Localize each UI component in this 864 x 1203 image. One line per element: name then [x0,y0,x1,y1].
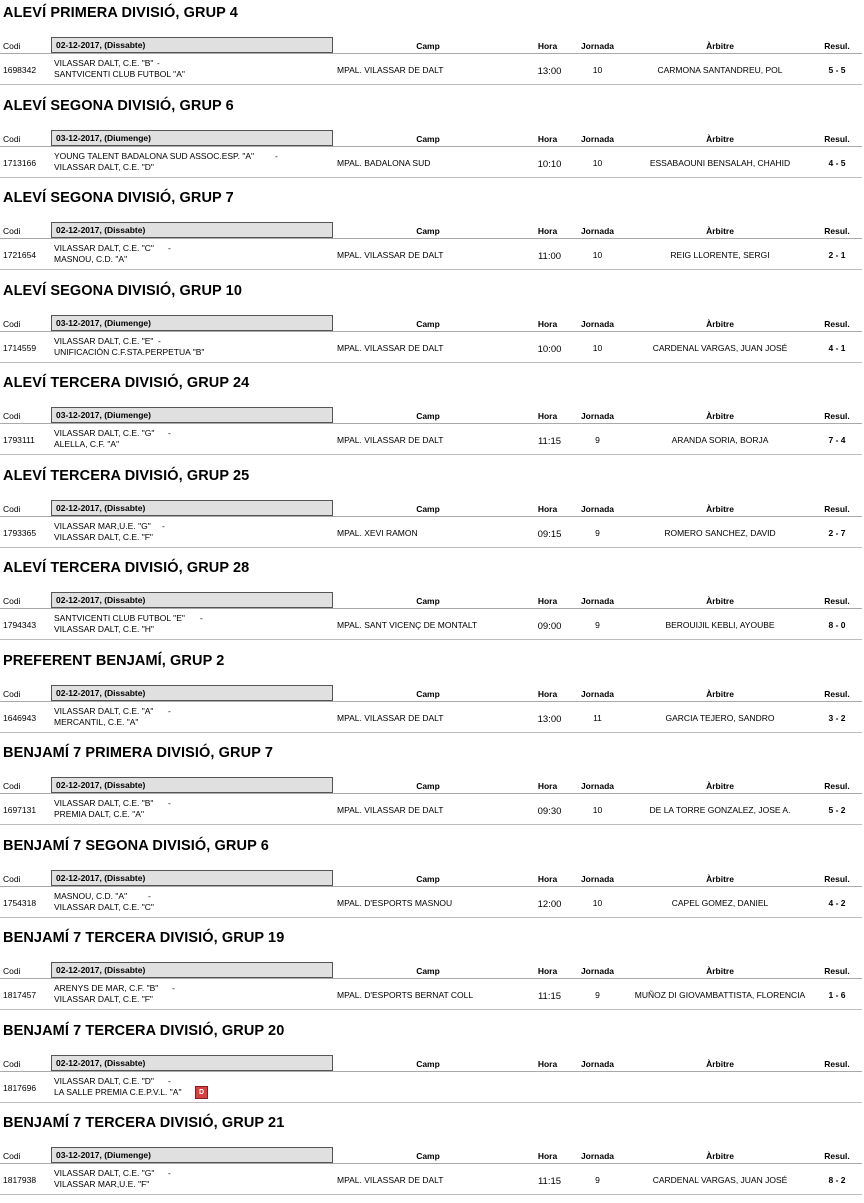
matchday: 10 [592,250,603,260]
table-row [0,609,862,640]
referee: REIG LLORENTE, SERGI [670,250,770,260]
away-team: MASNOU, C.D. "A" [54,254,128,264]
home-team: VILASSAR DALT, C.E. "G" [54,1168,155,1178]
column-header-row [0,315,862,332]
team-separator: - [168,798,171,808]
competition-title: BENJAMÍ 7 TERCERA DIVISIÓ, GRUP 20 [3,1022,285,1039]
result: 8 - 0 [828,620,846,630]
header-arbitre: Àrbitre [706,411,734,421]
match-code: 1697131 [3,805,37,815]
away-team: UNIFICACIÓN C.F.STA.PERPETUA "B" [54,346,205,357]
competition-title: ALEVÍ SEGONA DIVISIÓ, GRUP 10 [3,282,242,299]
venue: MPAL. VILASSAR DE DALT [337,250,444,260]
match-code: 1721654 [3,250,37,260]
header-resultat: Resul. [824,503,850,514]
kickoff-time: 11:15 [537,991,562,1002]
competition-section [0,1110,864,1203]
referee: GARCIA TEJERO, SANDRO [665,712,775,723]
match-date: 02-12-2017, (Dissabte) [51,592,333,608]
competition-section [0,555,864,648]
competition-section [0,0,864,93]
column-header-row [0,1147,862,1164]
home-team: VILASSAR DALT, C.E. "A" [54,705,154,716]
header-hora: Hora [537,1151,558,1161]
home-team: SANTVICENTI CLUB FUTBOL "E" [54,613,185,623]
kickoff-time: 11:15 [537,436,562,447]
header-arbitre: Àrbitre [706,41,734,51]
header-resultat: Resul. [824,873,850,884]
header-hora: Hora [537,226,558,236]
result: 2 - 1 [828,250,846,260]
away-team: VILASSAR MAR,U.E. "F" [54,1179,150,1189]
result: 8 - 2 [828,1175,846,1185]
match-code: 1794343 [3,620,37,630]
header-codi: Codi [3,873,21,884]
header-codi: Codi [3,1151,21,1161]
matchday: 10 [592,157,603,168]
header-arbitre: Àrbitre [706,226,734,236]
result: 4 - 1 [828,342,846,353]
table-row [0,1072,862,1103]
header-camp: Camp [416,411,440,421]
match-code: 1714559 [3,342,37,353]
match-date: 02-12-2017, (Dissabte) [51,222,333,238]
table-row [0,1164,862,1195]
column-header-row [0,685,862,702]
match-code: 1817938 [3,1175,37,1185]
header-arbitre: Àrbitre [706,133,734,144]
header-resultat: Resul. [824,318,850,329]
match-code: 1754318 [3,897,37,908]
home-team: YOUNG TALENT BADALONA SUD ASSOC.ESP. "A" [54,150,255,161]
table-row [0,147,862,178]
team-separator: - [157,58,160,68]
header-camp: Camp [416,688,440,699]
venue: MPAL. VILASSAR DE DALT [337,805,444,815]
column-header-row [0,777,862,794]
team-separator: - [168,1168,171,1178]
home-team: VILASSAR DALT, C.E. "B" [54,58,154,68]
away-team: VILASSAR DALT, C.E. "D" [54,161,154,172]
header-hora: Hora [537,688,558,699]
column-header-row [0,222,862,239]
match-code: 1817457 [3,990,37,1000]
competition-section [0,278,864,371]
header-camp: Camp [416,226,440,236]
home-team: VILASSAR DALT, C.E. "D" [54,1075,154,1086]
header-jornada: Jornada [580,1151,615,1161]
result: 5 - 2 [828,805,846,815]
match-date: 03-12-2017, (Diumenge) [51,315,333,331]
referee: ESSABAOUNI BENSALAH, CHAHID [649,157,791,168]
header-resultat: Resul. [824,411,850,421]
matchday: 9 [595,620,600,630]
table-row [0,702,862,733]
header-arbitre: Àrbitre [706,781,734,791]
header-codi: Codi [3,318,21,329]
column-header-row [0,130,862,147]
match-date: 02-12-2017, (Dissabte) [51,685,333,701]
competition-section [0,185,864,278]
table-row [0,517,862,548]
match-date: 02-12-2017, (Dissabte) [51,1055,333,1071]
competition-section [0,370,864,463]
header-jornada: Jornada [580,503,615,514]
result: 1 - 6 [828,990,846,1000]
column-header-row [0,592,862,609]
header-arbitre: Àrbitre [706,1058,734,1069]
referee: CARMONA SANTANDREU, POL [657,65,783,75]
referee: DE LA TORRE GONZALEZ, JOSE A. [649,805,791,815]
header-arbitre: Àrbitre [706,318,734,329]
matchday: 10 [592,65,603,75]
matchday: 9 [595,1175,600,1185]
result: 4 - 5 [828,157,846,168]
header-jornada: Jornada [580,226,615,236]
venue: MPAL. VILASSAR DE DALT [337,65,444,75]
header-jornada: Jornada [580,411,615,421]
header-jornada: Jornada [580,688,615,699]
match-code: 1646943 [3,712,37,723]
away-team: VILASSAR DALT, C.E. "F" [54,994,153,1004]
kickoff-time: 12:00 [537,898,562,910]
venue: MPAL. D'ESPORTS MASNOU [337,897,453,908]
venue: MPAL. VILASSAR DE DALT [337,342,444,353]
team-separator: - [158,335,161,346]
competition-title: BENJAMÍ 7 TERCERA DIVISIÓ, GRUP 21 [3,1115,285,1131]
header-arbitre: Àrbitre [706,873,734,884]
match-date: 03-12-2017, (Diumenge) [51,407,333,423]
competition-section [0,925,864,1018]
header-resultat: Resul. [824,1151,850,1161]
header-hora: Hora [537,873,558,884]
referee: ARANDA SORIA, BORJA [671,435,769,445]
team-separator: - [168,705,171,716]
kickoff-time: 11:15 [537,1176,562,1187]
header-camp: Camp [416,596,440,606]
match-code: 1793365 [3,527,37,538]
competition-title: ALEVÍ TERCERA DIVISIÓ, GRUP 24 [3,375,250,391]
header-hora: Hora [537,966,558,976]
header-jornada: Jornada [580,318,615,329]
home-team: MASNOU, C.D. "A" [54,890,128,901]
competition-title: BENJAMÍ 7 TERCERA DIVISIÓ, GRUP 19 [3,930,285,946]
header-resultat: Resul. [824,226,850,236]
away-team: LA SALLE PREMIA C.E.P.V.L. "A" [54,1086,182,1097]
competition-section [0,93,864,186]
header-hora: Hora [537,318,558,329]
competition-section [0,463,864,556]
matchday: 10 [592,342,603,353]
referee: ROMERO SANCHEZ, DAVID [664,527,776,538]
competition-title: ALEVÍ TERCERA DIVISIÓ, GRUP 25 [3,467,250,484]
table-row [0,332,862,363]
column-header-row [0,407,862,424]
venue: MPAL. BADALONA SUD [337,157,431,168]
table-row [0,54,862,85]
competition-title: BENJAMÍ 7 PRIMERA DIVISIÓ, GRUP 7 [3,745,273,761]
kickoff-time: 13:00 [537,66,562,77]
table-row [0,239,862,270]
header-codi: Codi [3,503,21,514]
matchday: 11 [593,712,602,723]
header-hora: Hora [537,41,558,51]
team-separator: - [162,520,165,531]
away-team: SANTVICENTI CLUB FUTBOL "A" [54,69,185,79]
result: 5 - 5 [828,65,846,75]
matchday: 10 [592,897,603,908]
competition-section [0,740,864,833]
header-arbitre: Àrbitre [706,1151,734,1161]
match-code: 1793111 [3,435,35,445]
team-separator: - [168,243,171,253]
kickoff-time: 09:00 [537,621,562,632]
header-arbitre: Àrbitre [706,596,734,606]
home-team: ARENYS DE MAR, C.F. "B" [54,983,159,993]
matchday: 9 [595,435,600,445]
header-jornada: Jornada [580,781,615,791]
referee: BEROUIJIL KEBLI, AYOUBE [665,620,775,630]
header-jornada: Jornada [580,966,615,976]
table-row [0,887,862,918]
referee: CAPEL GOMEZ, DANIEL [671,897,769,908]
kickoff-time: 09:15 [537,528,562,540]
kickoff-time: 11:00 [537,251,562,262]
competition-title: PREFERENT BENJAMÍ, GRUP 2 [3,652,225,669]
header-resultat: Resul. [824,1058,850,1069]
competition-title: BENJAMÍ 7 SEGONA DIVISIÓ, GRUP 6 [3,837,269,854]
header-hora: Hora [537,411,558,421]
team-separator: - [148,890,151,901]
header-hora: Hora [537,133,558,144]
header-camp: Camp [416,781,440,791]
result: 7 - 4 [828,435,846,445]
matchday: 9 [595,990,600,1000]
team-separator: - [275,150,278,161]
match-code: 1713166 [3,157,37,168]
venue: MPAL. VILASSAR DE DALT [337,435,444,445]
competition-title: ALEVÍ PRIMERA DIVISIÓ, GRUP 4 [3,5,238,21]
header-arbitre: Àrbitre [706,503,734,514]
header-codi: Codi [3,596,21,606]
header-resultat: Resul. [824,688,850,699]
match-date: 03-12-2017, (Diumenge) [51,1147,333,1163]
header-codi: Codi [3,1058,21,1069]
column-header-row [0,870,862,887]
header-camp: Camp [416,966,440,976]
header-camp: Camp [416,873,440,884]
table-row [0,424,862,455]
match-date: 02-12-2017, (Dissabte) [51,500,333,516]
kickoff-time: 13:00 [537,713,562,725]
referee: CARDENAL VARGAS, JUAN JOSÉ [652,1175,788,1185]
home-team: VILASSAR DALT, C.E. "G" [54,428,155,438]
header-resultat: Resul. [824,966,850,976]
away-team: ALELLA, C.F. "A" [54,439,120,449]
venue: MPAL. SANT VICENÇ DE MONTALT [337,620,478,630]
result: 2 - 7 [828,527,846,538]
match-code: 1817696 [3,1082,37,1093]
away-team: PREMIA DALT, C.E. "A" [54,809,144,819]
kickoff-time: 09:30 [537,806,562,817]
referee: CARDENAL VARGAS, JUAN JOSÉ [652,342,788,353]
team-separator: - [172,983,175,993]
header-hora: Hora [537,596,558,606]
team-separator: - [168,428,171,438]
venue: MPAL. D'ESPORTS BERNAT COLL [337,990,474,1000]
header-resultat: Resul. [824,781,850,791]
header-jornada: Jornada [580,596,615,606]
header-codi: Codi [3,688,21,699]
home-team: VILASSAR MAR,U.E. "G" [54,520,151,531]
column-header-row [0,500,862,517]
header-camp: Camp [416,503,440,514]
table-row [0,794,862,825]
kickoff-time: 10:00 [537,343,562,355]
header-arbitre: Àrbitre [706,966,734,976]
header-jornada: Jornada [580,133,615,144]
header-codi: Codi [3,133,21,144]
header-camp: Camp [416,1058,440,1069]
venue: MPAL. VILASSAR DE DALT [337,712,444,723]
header-camp: Camp [416,318,440,329]
match-date: 02-12-2017, (Dissabte) [51,870,333,886]
competition-title: ALEVÍ SEGONA DIVISIÓ, GRUP 7 [3,190,234,206]
matchday: 10 [592,805,603,815]
away-team: VILASSAR DALT, C.E. "C" [54,901,154,912]
header-resultat: Resul. [824,596,850,606]
header-jornada: Jornada [580,41,615,51]
venue: MPAL. XEVI RAMON [337,527,418,538]
competition-section [0,648,864,741]
match-date: 02-12-2017, (Dissabte) [51,37,333,53]
kickoff-time: 10:10 [537,158,562,170]
status-flag-icon[interactable]: D [195,1086,208,1099]
table-row [0,979,862,1010]
home-team: VILASSAR DALT, C.E. "E" [54,335,154,346]
header-jornada: Jornada [580,1058,615,1069]
home-team: VILASSAR DALT, C.E. "B" [54,798,154,808]
competition-title: ALEVÍ TERCERA DIVISIÓ, GRUP 28 [3,560,250,576]
competition-title: ALEVÍ SEGONA DIVISIÓ, GRUP 6 [3,97,234,114]
team-separator: - [200,613,203,623]
header-jornada: Jornada [580,873,615,884]
match-date: 02-12-2017, (Dissabte) [51,777,333,793]
column-header-row [0,1055,862,1072]
competition-section [0,1018,864,1111]
away-team: MERCANTIL, C.E. "A" [54,716,139,727]
away-team: VILASSAR DALT, C.E. "F" [54,531,153,542]
venue: MPAL. VILASSAR DE DALT [337,1175,444,1185]
header-camp: Camp [416,133,440,144]
result: 4 - 2 [828,897,846,908]
header-arbitre: Àrbitre [706,688,734,699]
header-codi: Codi [3,781,21,791]
match-code: 1698342 [3,65,37,75]
header-codi: Codi [3,411,21,421]
column-header-row [0,37,862,54]
match-date: 02-12-2017, (Dissabte) [51,962,333,978]
team-separator: - [168,1075,171,1086]
header-codi: Codi [3,966,21,976]
away-team: VILASSAR DALT, C.E. "H" [54,624,154,634]
header-resultat: Resul. [824,41,850,51]
header-resultat: Resul. [824,133,850,144]
header-codi: Codi [3,226,21,236]
match-date: 03-12-2017, (Diumenge) [51,130,333,146]
competition-section [0,833,864,926]
header-hora: Hora [537,503,558,514]
header-camp: Camp [416,41,440,51]
header-hora: Hora [537,1058,558,1069]
column-header-row [0,962,862,979]
header-codi: Codi [3,41,21,51]
home-team: VILASSAR DALT, C.E. "C" [54,243,154,253]
matchday: 9 [595,527,600,538]
header-camp: Camp [416,1151,440,1161]
result: 3 - 2 [828,712,846,723]
header-hora: Hora [537,781,558,791]
referee: MUÑOZ DI GIOVAMBATTISTA, FLORENCIA [634,990,806,1000]
